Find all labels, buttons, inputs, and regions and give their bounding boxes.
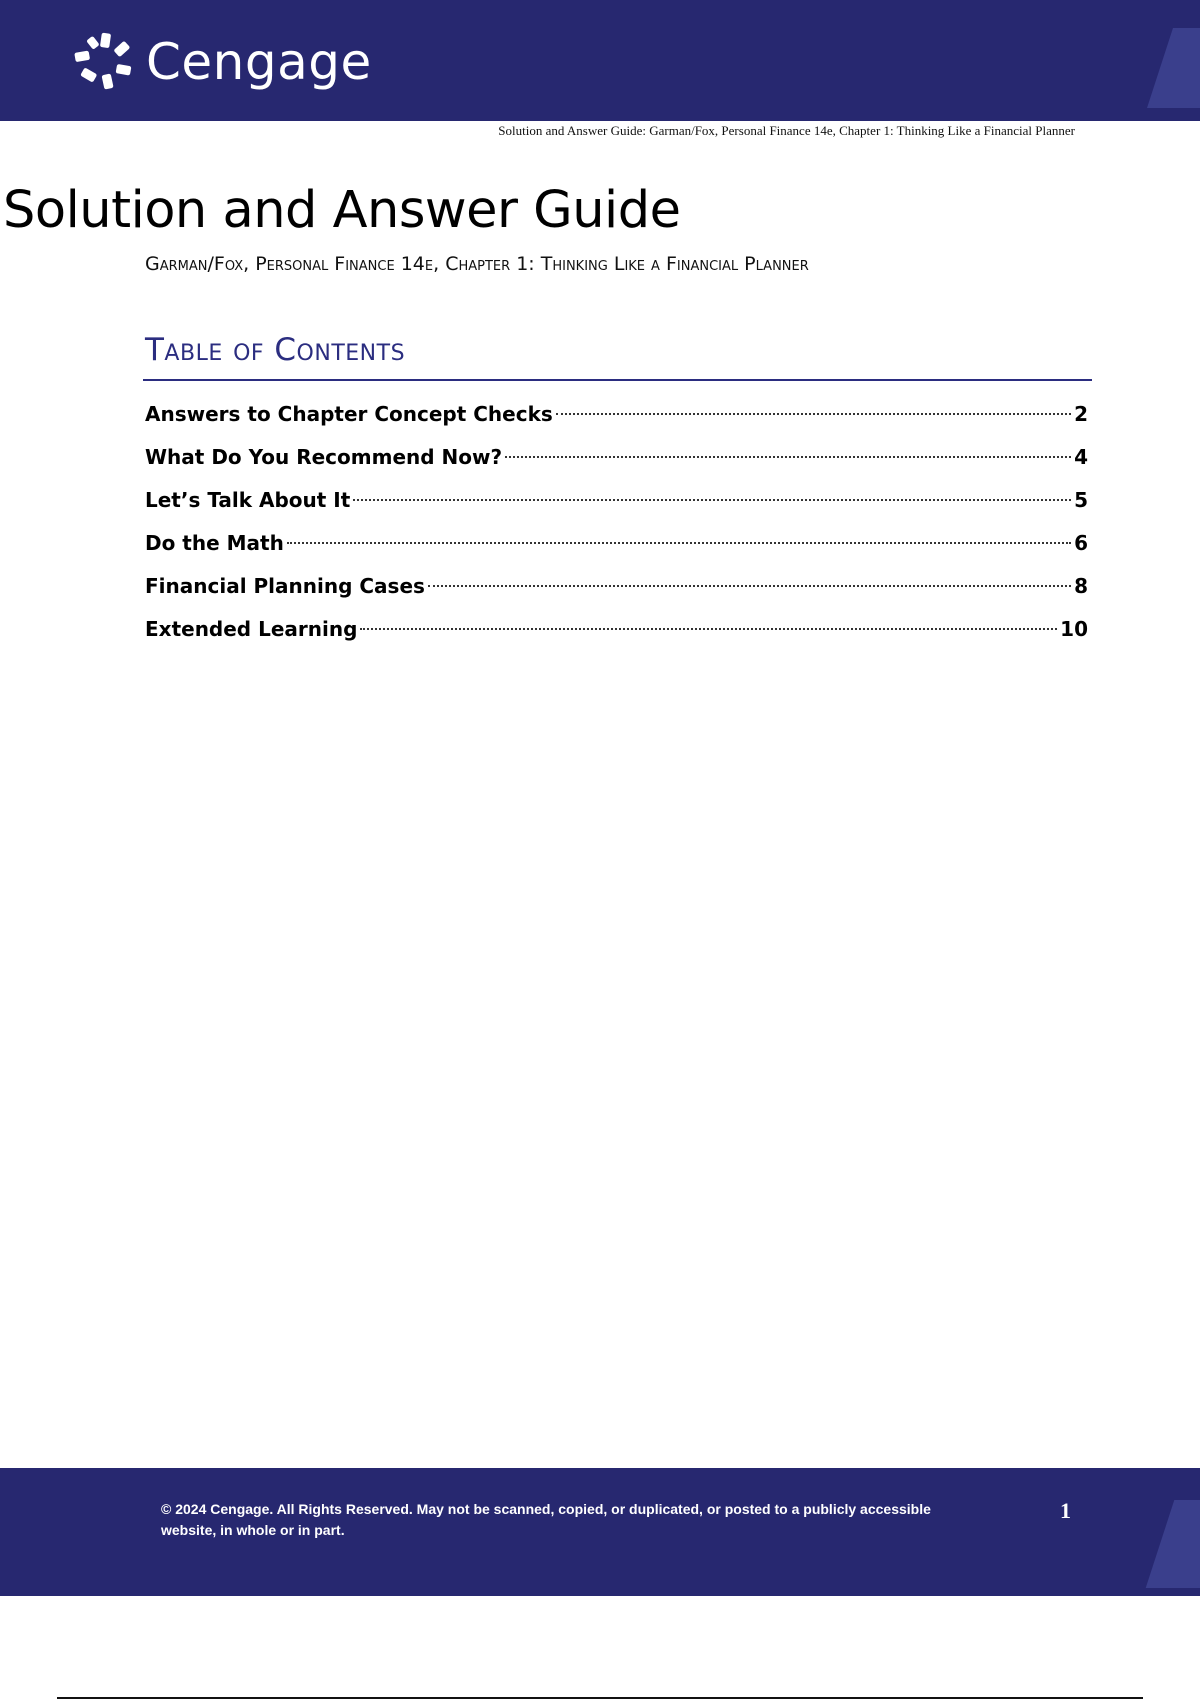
toc-dot-leader: [428, 585, 1071, 587]
toc-entry-label: Do the Math: [145, 531, 284, 555]
toc-entry-label: What Do You Recommend Now?: [145, 445, 503, 469]
copyright-notice: © 2024 Cengage. All Rights Reserved. May not be scanned, copied, or duplicated, or posted to a publicly accessible website, in whole or in part.: [161, 1501, 931, 1538]
table-of-contents: [145, 393, 1088, 651]
toc-entry-label: Answers to Chapter Concept Checks: [145, 402, 553, 426]
toc-entry-extended-learning[interactable]: [145, 608, 1088, 651]
toc-dot-leader: [505, 456, 1071, 458]
document-title: Solution and Answer Guide: [3, 181, 681, 240]
toc-entry-do-the-math[interactable]: [145, 522, 1088, 565]
running-header: Solution and Answer Guide: Garman/Fox, Personal Finance 14e, Chapter 1: Thinking Like a Financial Planner: [498, 123, 1075, 138]
toc-dot-leader: [353, 499, 1071, 501]
toc-divider: [143, 379, 1092, 381]
toc-entry-talk-about-it[interactable]: [145, 479, 1088, 522]
toc-entry-page: 8: [1074, 574, 1088, 598]
toc-entry-label: Financial Planning Cases: [145, 574, 425, 598]
toc-entry-page: 6: [1074, 531, 1088, 555]
document-subtitle: Garman/Fox, Personal Finance 14e, Chapter 1: Thinking Like a Financial Planner: [145, 253, 809, 275]
toc-entry-page: 2: [1074, 402, 1088, 426]
brand-logo: [74, 30, 372, 94]
decorative-corner-shape: [1146, 1500, 1200, 1588]
toc-dot-leader: [360, 628, 1057, 630]
brand-wordmark: Cengage: [146, 33, 372, 91]
toc-entry-label: Let’s Talk About It: [145, 488, 351, 512]
page-number: 1: [1060, 1498, 1071, 1523]
toc-dot-leader: [556, 413, 1071, 415]
toc-entry-recommend-now[interactable]: [145, 436, 1088, 479]
toc-heading: Table of Contents: [145, 332, 406, 368]
toc-entry-page: 4: [1074, 445, 1088, 469]
header-banner: [0, 0, 1200, 121]
toc-dot-leader: [287, 542, 1071, 544]
toc-entry-label: Extended Learning: [145, 617, 358, 641]
toc-entry-concept-checks[interactable]: [145, 393, 1088, 436]
decorative-corner-shape: [1147, 28, 1200, 108]
bottom-divider: [57, 1697, 1143, 1699]
toc-entry-page: 10: [1060, 617, 1088, 641]
cengage-burst-icon: [74, 31, 136, 93]
toc-entry-planning-cases[interactable]: [145, 565, 1088, 608]
footer-banner: [0, 1468, 1200, 1596]
toc-entry-page: 5: [1074, 488, 1088, 512]
